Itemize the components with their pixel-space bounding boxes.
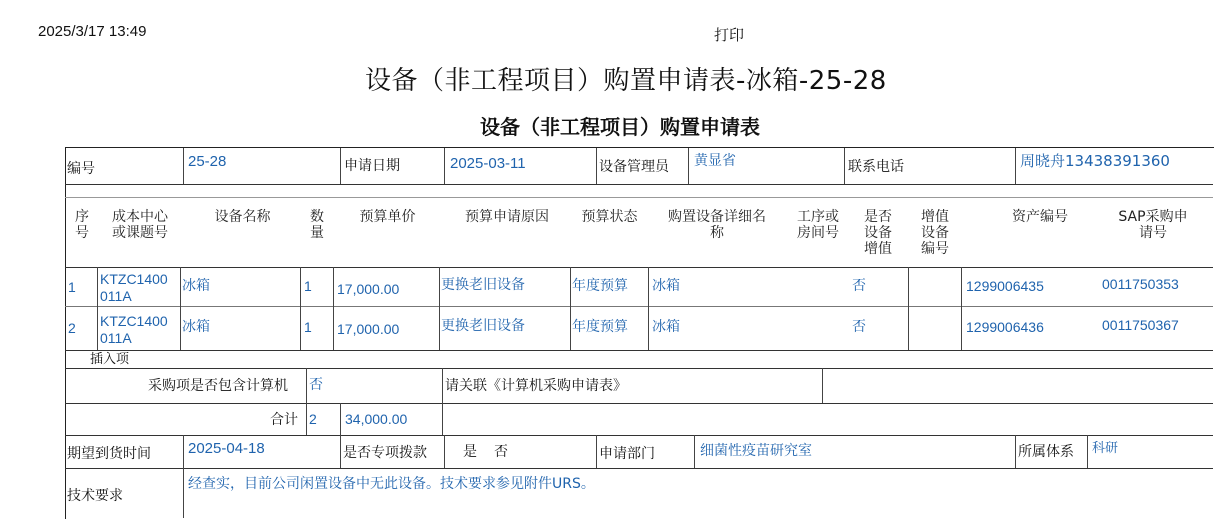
header-line: 成本中心 — [112, 209, 168, 225]
divider — [65, 197, 1213, 198]
row1-detail[interactable]: 冰箱 — [652, 278, 680, 294]
computer-select[interactable]: 否 — [309, 377, 323, 393]
divider — [961, 267, 962, 350]
header-line: 预算状态 — [581, 209, 638, 225]
col-header-name — [195, 209, 290, 225]
special-fund-yes[interactable]: 是 — [463, 444, 477, 460]
header-line: 资产编号 — [1012, 209, 1068, 225]
divider — [688, 148, 689, 184]
divider — [1015, 148, 1016, 184]
header-line: 编号 — [921, 241, 949, 257]
divider — [65, 267, 1213, 268]
col-header-detail — [652, 209, 782, 241]
divider — [570, 267, 571, 350]
row1-sap[interactable]: 0011750353 — [1102, 276, 1179, 292]
number-label: 编号 — [67, 161, 95, 177]
header-line: 号 — [75, 225, 89, 241]
row1-status[interactable]: 年度预算 — [572, 278, 628, 294]
header-line: 量 — [310, 225, 324, 241]
col-header-room — [788, 209, 848, 241]
divider — [694, 435, 695, 468]
header-line: 设备 — [864, 225, 892, 241]
print-button[interactable]: 打印 — [714, 26, 745, 44]
row1-asset[interactable]: 1299006435 — [966, 278, 1044, 294]
divider — [340, 403, 341, 435]
divider — [65, 468, 1213, 469]
divider — [1015, 435, 1016, 468]
col-header-reason — [447, 209, 567, 225]
delivery-field[interactable]: 2025-04-18 — [188, 440, 265, 457]
dept-field[interactable]: 细菌性疫苗研究室 — [700, 443, 812, 459]
header-line: 预算申请原因 — [465, 209, 549, 225]
divider — [442, 403, 443, 435]
divider — [65, 306, 1213, 307]
divider — [183, 148, 184, 184]
header-line: 工序或 — [797, 209, 839, 225]
divider — [822, 368, 823, 403]
divider — [444, 148, 445, 184]
row2-seq: 2 — [68, 320, 76, 336]
tech-field[interactable]: 经查实，目前公司闲置设备中无此设备。技术要求参见附件URS。 — [188, 476, 595, 492]
row1-qty[interactable]: 1 — [304, 278, 312, 294]
admin-field[interactable]: 黄显省 — [694, 153, 736, 169]
row2-name[interactable]: 冰箱 — [182, 319, 210, 335]
header-line: 数 — [310, 209, 324, 225]
divider — [300, 267, 301, 350]
divider — [442, 368, 443, 403]
total-label: 合计 — [270, 412, 298, 428]
row2-detail[interactable]: 冰箱 — [652, 319, 680, 335]
divider — [180, 267, 181, 350]
row2-added[interactable]: 否 — [852, 319, 866, 335]
insert-item-button[interactable]: 插入项 — [90, 352, 130, 367]
divider — [444, 435, 445, 468]
header-line: 是否 — [864, 209, 892, 225]
row2-status[interactable]: 年度预算 — [572, 319, 628, 335]
page-title: 设备（非工程项目）购置申请表-冰箱-25-28 — [365, 66, 887, 96]
divider — [648, 267, 649, 350]
row1-added[interactable]: 否 — [852, 278, 866, 294]
row1-cost-center[interactable] — [100, 271, 168, 305]
divider — [340, 435, 341, 468]
col-header-asset — [985, 209, 1095, 225]
divider — [97, 267, 98, 350]
row2-cost-center[interactable] — [100, 313, 168, 347]
row1-name[interactable]: 冰箱 — [182, 278, 210, 294]
col-header-cost-center — [100, 209, 180, 241]
divider — [340, 148, 341, 184]
divider — [908, 267, 909, 350]
delivery-label: 期望到货时间 — [67, 446, 151, 462]
divider — [596, 148, 597, 184]
col-header-sap — [1098, 209, 1208, 241]
print-timestamp: 2025/3/17 13:49 — [38, 23, 147, 40]
divider — [65, 184, 1213, 185]
col-header-seq — [67, 209, 97, 241]
header-line: 增值 — [921, 209, 949, 225]
header-line: 设备 — [921, 225, 949, 241]
row2-asset[interactable]: 1299006436 — [966, 319, 1044, 335]
date-label: 申请日期 — [344, 158, 400, 174]
contact-label: 联系电话 — [848, 159, 904, 175]
system-field[interactable]: 科研 — [1092, 441, 1119, 456]
cost-center-line: 011A — [100, 330, 132, 346]
header-line: 请号 — [1139, 225, 1167, 241]
divider — [65, 350, 1213, 351]
computer-label: 采购项是否包含计算机 — [148, 378, 288, 394]
dept-label: 申请部门 — [599, 446, 655, 462]
system-label: 所属体系 — [1018, 444, 1074, 460]
header-line: 设备名称 — [214, 209, 271, 225]
special-fund-no[interactable]: 否 — [494, 444, 508, 460]
header-line: 预算单价 — [359, 209, 416, 225]
divider — [333, 267, 334, 350]
header-line: 购置设备详细名 — [668, 209, 766, 225]
divider — [183, 435, 184, 518]
header-line: 增值 — [864, 241, 892, 257]
header-line: 称 — [710, 225, 724, 241]
divider — [65, 435, 1213, 436]
col-header-unit-price — [340, 209, 435, 225]
col-header-status — [572, 209, 647, 225]
total-amount: 34,000.00 — [345, 411, 408, 427]
divider — [844, 148, 845, 184]
computer-note: 请关联《计算机采购申请表》 — [445, 378, 627, 394]
number-field[interactable]: 25-28 — [188, 153, 227, 170]
admin-label: 设备管理员 — [599, 159, 669, 175]
header-line: 或课题号 — [112, 225, 168, 241]
row2-sap[interactable]: 0011750367 — [1102, 317, 1179, 333]
header-line: 房间号 — [797, 225, 839, 241]
form-title: 设备（非工程项目）购置申请表 — [480, 115, 760, 139]
divider — [65, 368, 1213, 369]
contact-field[interactable]: 周晓舟13438391360 — [1020, 152, 1170, 170]
divider — [65, 403, 1213, 404]
row2-reason[interactable]: 更换老旧设备 — [441, 318, 525, 334]
col-header-added — [853, 209, 903, 257]
cost-center-line: KTZC1400 — [100, 271, 168, 287]
header-line: SAP采购申 — [1118, 209, 1188, 225]
cost-center-line: KTZC1400 — [100, 313, 168, 329]
row1-reason[interactable]: 更换老旧设备 — [441, 277, 525, 293]
row1-seq: 1 — [68, 279, 76, 295]
special-fund-label: 是否专项拨款 — [343, 445, 427, 461]
divider — [439, 267, 440, 350]
row1-unit-price[interactable]: 17,000.00 — [337, 281, 400, 297]
header-line: 序 — [75, 209, 89, 225]
divider — [596, 435, 597, 468]
col-header-qty — [302, 209, 332, 241]
divider — [306, 368, 307, 435]
total-qty: 2 — [309, 411, 317, 427]
cost-center-line: 011A — [100, 288, 132, 304]
tech-label: 技术要求 — [67, 488, 123, 504]
row2-unit-price[interactable]: 17,000.00 — [337, 321, 400, 337]
divider — [1087, 435, 1088, 468]
row2-qty[interactable]: 1 — [304, 319, 312, 335]
date-field[interactable]: 2025-03-11 — [450, 155, 526, 172]
col-header-added-no — [910, 209, 960, 257]
